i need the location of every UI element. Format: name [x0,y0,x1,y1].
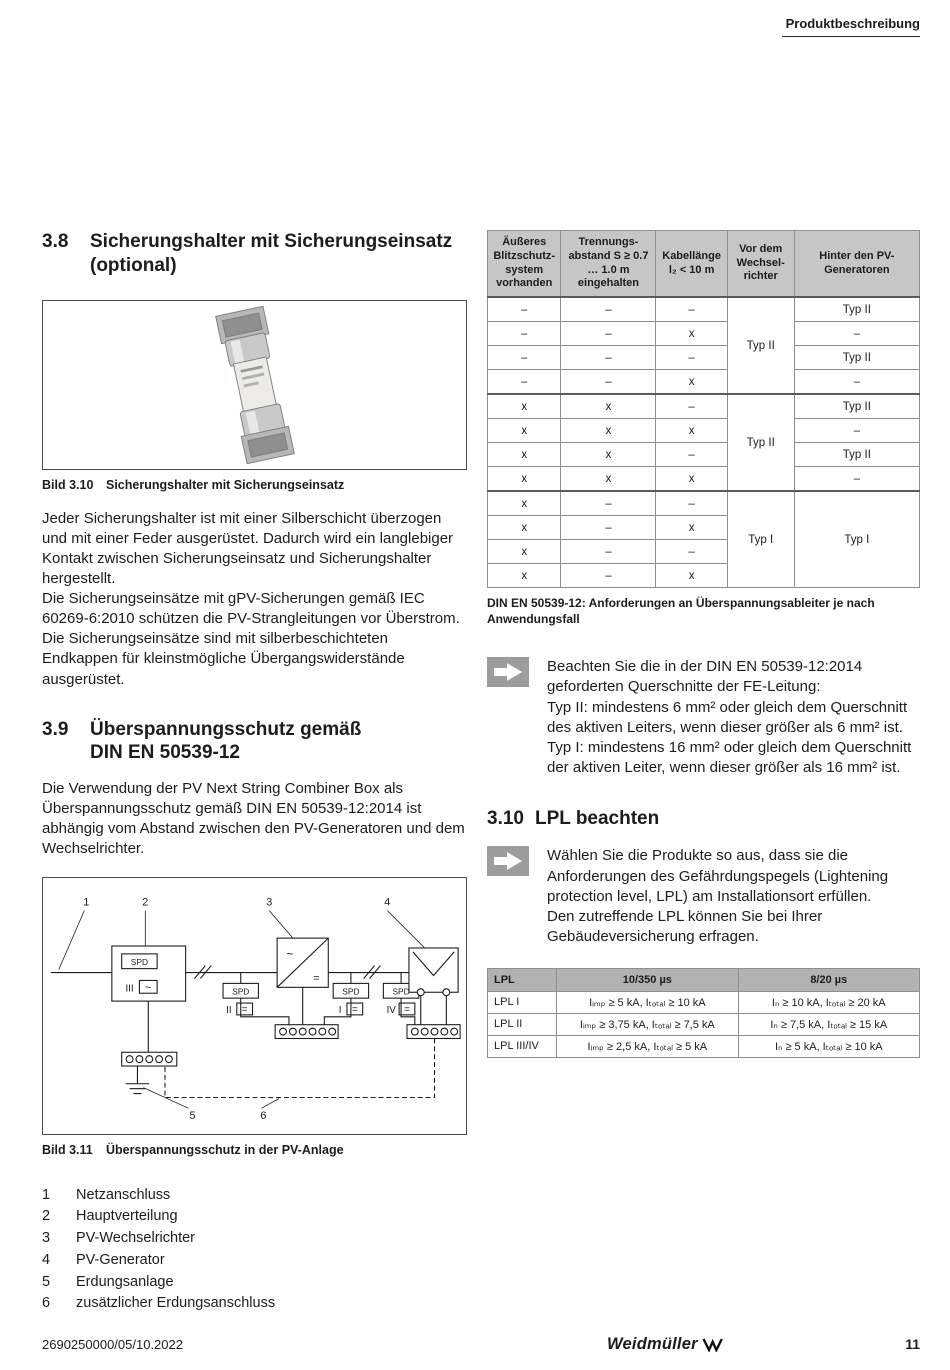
section-title-line: DIN EN 50539-12 [90,742,240,764]
table-cell: – [561,370,656,395]
figure-caption-text: Sicherungshalter mit Sicherungseinsatz [106,477,345,492]
table-cell: – [656,540,727,564]
spd-label: SPD [342,987,360,998]
note-line: Typ I: mindestens 16 mm² oder gleich dem Querschnitt der aktiven Leiter, wenn dieser größer als 16 mm² ist. [547,739,912,777]
spd-class-numeral: I [338,1005,342,1017]
table-cell: Iₙ ≥ 7,5 kA, Iₜₒₜₐₗ ≥ 15 kA [738,1013,919,1035]
table-cell: – [794,467,919,492]
table-cell: x [488,394,561,419]
section-3-8-heading [42,230,467,278]
spd-label: SPD [392,987,410,998]
table-cell: – [488,322,561,346]
table-cell: – [794,419,919,443]
table-cell: – [561,516,656,540]
section-title-line: Überspannungsschutz gemäß [90,718,362,740]
legend-item [42,1228,467,1250]
table-cell: x [656,419,727,443]
legend-number: 6 [42,1295,51,1312]
legend-label: Hauptverteilung [76,1208,178,1225]
table-cell: x [656,370,727,395]
table-cell: – [488,370,561,395]
table-cell: LPL II [488,1013,557,1035]
callout-3: 3 [266,897,273,910]
arrow-note-icon [487,657,529,687]
table-cell: Typ II [727,394,794,491]
column-header: 8/20 µs [738,968,919,991]
callout-5: 5 [189,1110,196,1123]
dc-symbol: = [404,1004,410,1016]
table-cell: x [656,322,727,346]
brand-name: Weidmüller [607,1334,698,1353]
din-table-row [488,467,920,492]
table-cell: – [561,491,656,516]
figure-label: Bild 3.11 [42,1143,93,1158]
table-cell: x [561,419,656,443]
ac-symbol: ~ [286,947,294,962]
table-cell: – [656,394,727,419]
table-cell: – [561,322,656,346]
table-cell: x [561,394,656,419]
table-cell: x [488,443,561,467]
weidmueller-logo [607,1335,724,1354]
lpl-table-row [488,1035,920,1057]
table-cell: x [656,516,727,540]
figure-legend [42,1185,467,1316]
legend-item [42,1206,467,1228]
din-table-row [488,443,920,467]
table-cell: Iₙ ≥ 10 kA, Iₜₒₜₐₗ ≥ 20 kA [738,991,919,1013]
pv-system-diagram [43,880,466,1134]
callout-2: 2 [142,897,149,910]
column-header: Hinter den PV-Generatoren [794,231,919,298]
column-header: LPL [488,968,557,991]
legend-number: 4 [42,1251,51,1268]
table-cell: x [656,564,727,588]
note-fe-querschnitte [487,657,920,779]
table-cell: – [794,322,919,346]
figure-3-11-caption [42,1142,467,1158]
din-table-row [488,491,920,516]
din-table-header-row [488,231,920,298]
section-title-line: Sicherungshalter mit Sicherungseinsatz [90,231,453,252]
spd-label: SPD [130,957,149,968]
section-title [90,718,467,766]
note-line: Typ II: mindestens 6 mm² oder gleich dem Querschnitt des aktiven Leiters, wenn dieser größer als 6 mm² ist. [547,698,908,736]
table-cell: x [488,564,561,588]
table-cell: Typ I [727,491,794,588]
legend-label: zusätzlicher Erdungsanschluss [76,1295,276,1312]
lpl-table-body [488,991,920,1057]
page-header [782,16,920,37]
table-cell: – [561,297,656,322]
table-cell: – [561,564,656,588]
section-number: 3.8 [42,231,69,252]
din-table-row [488,297,920,322]
paragraph: Die Sicherungseinsätze mit gPV-Sicherungen gemäß IEC 60269-6:2010 schützen die PV-Strangleitungen vor Überstrom. Die Sicherungseinsätze sind mit silberbeschichteten Endkappen für kleinstmögliche Übergangswiderstände ausgerüstet. [42,590,460,688]
table-cell: x [488,540,561,564]
column-header: Äußeres Blitzschutzsystem vorhanden [488,231,561,298]
table-cell: – [561,540,656,564]
pv-generator-symbol [409,948,458,992]
figure-3-10-caption [42,477,467,493]
table-cell: – [561,346,656,370]
additional-earth-conductor [165,1039,435,1098]
section-title: LPL beachten [535,807,660,829]
table-cell: x [488,491,561,516]
spd-label: SPD [232,987,250,998]
section-number: 3.10 [487,807,524,829]
legend-label: Erdungsanlage [76,1273,174,1290]
table-cell: – [488,346,561,370]
ac-symbol: ~ [145,982,152,995]
table-cell: – [656,346,727,370]
section-number: 3.9 [42,718,69,740]
legend-label: PV-Wechselrichter [76,1230,195,1247]
section-title-line: (optional) [90,254,177,276]
spd-class-numeral: III [125,983,134,995]
table-cell: – [656,491,727,516]
page-number: 11 [905,1336,920,1352]
table-cell: Iₙ ≥ 5 kA, Iₜₒₜₐₗ ≥ 10 kA [738,1035,919,1057]
din-table-row [488,322,920,346]
column-header: Trennungsabstand S ≥ 0.7 … 1.0 m eingehalten [561,231,656,298]
table-cell: Typ II [794,443,919,467]
lpl-table-row [488,991,920,1013]
table-cell: LPL I [488,991,557,1013]
section-3-9-heading [42,718,467,766]
din-en-50539-table [487,230,920,588]
table-cell: Typ II [794,297,919,322]
callout-4: 4 [384,897,391,910]
legend-item [42,1293,467,1315]
note-text [547,846,920,947]
arrow-note-icon [487,846,529,876]
din-table-caption: DIN EN 50539-12: Anforderungen an Überspannungsableiter je nach Anwendungsfall [487,596,875,626]
table-cell: – [656,443,727,467]
header-title: Produktbeschreibung [785,16,920,31]
din-table-row [488,394,920,419]
paragraph: Jeder Sicherungshalter ist mit einer Silberschicht überzogen und mit einer Feder ausgerüstet. Dadurch wird ein langlebiger Kontakt zwischen Sicherungseinsatz und Sicherungshalter hergestellt. [42,509,454,588]
table-cell: Iᵢₘₚ ≥ 2,5 kA, Iₜₒₜₐₗ ≥ 5 kA [557,1035,738,1057]
dc-symbol: = [241,1004,248,1016]
table-cell: x [488,467,561,492]
lpl-table-row [488,1013,920,1035]
callout-1: 1 [83,897,90,910]
figure-label: Bild 3.10 [42,477,94,492]
table-cell: Typ II [794,346,919,370]
left-column [42,230,467,1315]
callout-6: 6 [260,1110,267,1123]
legend-number: 2 [42,1208,51,1225]
paragraph: Die Verwendung der PV Next String Combiner Box als Überspannungsschutz gemäß DIN EN 50539-12:2014 ist abhängig vom Abstand zwischen den PV-Generatoren und dem Wechselrichter. [42,780,465,858]
figure-caption-text: Überspannungsschutz in der PV-Anlage [106,1143,344,1158]
table-cell: Typ II [727,297,794,394]
dc-symbol: = [351,1004,358,1016]
section-3-10-heading [487,807,920,831]
section-title [90,230,467,278]
note-line: Den zutreffende LPL können Sie bei Ihrer Gebäudeversicherung erfragen. [547,908,823,946]
table-cell: Iᵢₘₚ ≥ 3,75 kA, Iₜₒₜₐₗ ≥ 7,5 kA [557,1013,738,1035]
table-cell: LPL III/IV [488,1035,557,1057]
earth-symbol [126,1066,150,1094]
lpl-table [487,968,920,1058]
lpl-table-header-row [488,968,920,991]
column-header: Kabellänge l₂ < 10 m [656,231,727,298]
table-cell: x [561,467,656,492]
din-table-row [488,370,920,395]
din-table-row [488,346,920,370]
legend-number: 3 [42,1230,51,1247]
spd-class-numeral: IV [386,1005,396,1017]
table-cell: Typ II [794,394,919,419]
table-cell: Iᵢₘₚ ≥ 5 kA, Iₜₒₜₐₗ ≥ 10 kA [557,991,738,1013]
legend-number: 5 [42,1273,51,1290]
din-table-body [488,297,920,588]
spd-class-numeral: II [226,1005,232,1017]
table-cell: x [656,467,727,492]
table-cell: – [794,370,919,395]
legend-label: Netzanschluss [76,1186,171,1203]
page-footer [42,1332,920,1356]
table-cell: x [561,443,656,467]
table-cell: Typ I [794,491,919,588]
din-table-row [488,419,920,443]
figure-3-11 [42,877,467,1135]
right-column [487,230,920,1315]
note-lpl [487,846,920,947]
legend-number: 1 [42,1186,51,1203]
legend-label: PV-Generator [76,1251,165,1268]
dc-symbol: = [313,972,320,985]
table-cell: x [488,516,561,540]
fuse-holder-illustration [155,306,355,464]
legend-item [42,1272,467,1294]
column-header: Vor dem Wechselrichter [727,231,794,298]
figure-3-10 [42,300,467,470]
table-cell: x [488,419,561,443]
table-cell: – [488,297,561,322]
column-header: 10/350 µs [557,968,738,991]
table-cell: – [656,297,727,322]
note-line: Beachten Sie die in der DIN EN 50539-12:2014 geforderten Querschnitte der FE-Leitung: [547,658,863,696]
content-columns [42,230,920,1315]
weidmueller-logo-icon [702,1337,724,1352]
document-number: 2690250000/05/10.2022 [42,1336,183,1352]
legend-item [42,1250,467,1272]
note-line: Wählen Sie die Produkte so aus, dass sie die Anforderungen des Gefährdungspegels (Lightening protection level, LPL) am Installationsort erfüllen. [547,847,889,905]
note-text [547,657,920,779]
legend-item [42,1185,467,1207]
